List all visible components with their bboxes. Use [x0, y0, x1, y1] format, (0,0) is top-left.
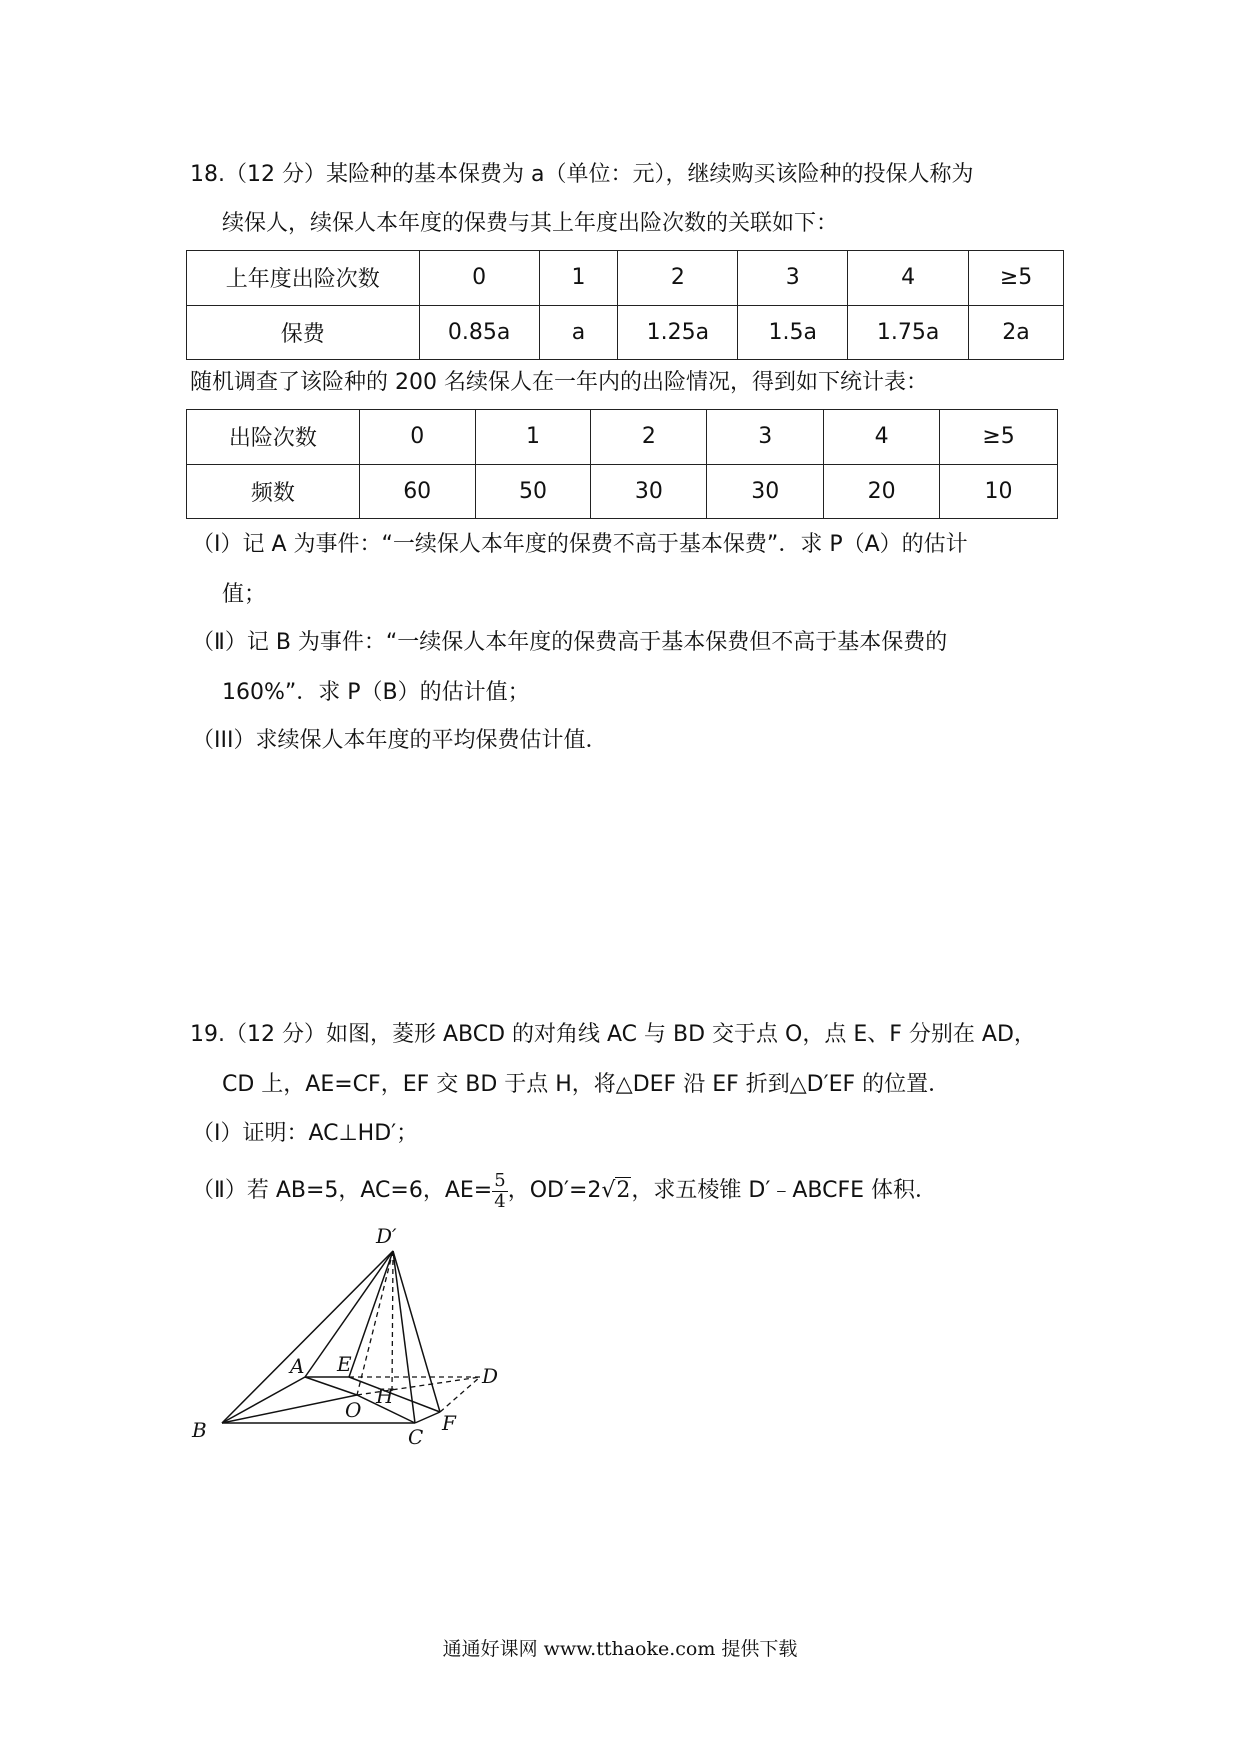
label-C: C [408, 1425, 424, 1449]
footer-text: 通通好课网 www.tthaoke.com 提供下载 [442, 1638, 798, 1660]
table-cell: a [539, 305, 618, 360]
table-cell: 50 [475, 464, 591, 519]
edge-Dprime-H-dashed [392, 1251, 393, 1393]
table-header-cell: 1 [475, 410, 591, 465]
q19-line1: 19.（12 分）如图，菱形 ABCD 的对角线 AC 与 BD 交于点 O，点 E、F 分别在 AD， [190, 1022, 1036, 1047]
label-B: B [192, 1418, 207, 1442]
table-header-cell: 0 [359, 410, 475, 465]
table-row [187, 251, 1064, 306]
table-row [187, 305, 1064, 360]
table-cell: 0.85a [419, 305, 539, 360]
table-header-cell: ≥5 [940, 410, 1058, 465]
edge-BA [222, 1377, 305, 1423]
table-header-cell: 出险次数 [187, 410, 360, 465]
table-cell: 60 [359, 464, 475, 519]
fraction-numerator: 5 [494, 1169, 506, 1191]
q18-line2: 续保人，续保人本年度的保费与其上年度出险次数的关联如下： [222, 211, 839, 236]
edge-CF [415, 1412, 440, 1423]
table-cell: 1.5a [738, 305, 848, 360]
q19-part2 [192, 1168, 937, 1214]
label-O: O [345, 1398, 362, 1422]
table-row [187, 410, 1058, 465]
table-header-cell: 1 [539, 251, 618, 306]
table-header-cell: ≥5 [969, 251, 1064, 306]
table-header-cell: 4 [824, 410, 940, 465]
q19-part1: （Ⅰ）证明：AC⊥HD′； [192, 1121, 419, 1146]
table-cell: 20 [824, 464, 940, 519]
q18-line1: 18.（12 分）某险种的基本保费为 a（单位：元），继续购买该险种的投保人称为 [190, 162, 974, 187]
table-header-cell: 4 [848, 251, 969, 306]
premium-table [186, 250, 1064, 360]
q19-part2-text-c: ，求五棱锥 D′﹣ABCFE 体积． [631, 1178, 938, 1203]
edge-Dprime-B [222, 1251, 393, 1423]
q19-line2: CD 上，AE=CF，EF 交 BD 于点 H，将△DEF 沿 EF 折到△D′EF 的位置． [222, 1072, 951, 1097]
edge-BO [222, 1395, 357, 1423]
q18-part2-line2: 160%”．求 P（B）的估计值； [222, 680, 530, 705]
fraction-denominator: 4 [494, 1190, 506, 1212]
table-cell: 2a [969, 305, 1064, 360]
label-E: E [337, 1352, 352, 1376]
label-H: H [376, 1384, 394, 1408]
label-A: A [290, 1354, 305, 1378]
q18-part1-line1: （I）记 A 为事件：“一续保人本年度的保费不高于基本保费”．求 P（A）的估计 [192, 532, 968, 557]
table-cell: 保费 [187, 305, 420, 360]
square-root: √2 [601, 1178, 631, 1203]
table-cell: 30 [591, 464, 707, 519]
table-header-cell: 3 [738, 251, 848, 306]
edge-AO [305, 1377, 357, 1395]
edge-Dprime-E [349, 1251, 393, 1377]
table-cell: 1.25a [618, 305, 738, 360]
table-cell: 频数 [187, 464, 360, 519]
pyramid-figure [180, 1225, 540, 1455]
table-header-cell: 0 [419, 251, 539, 306]
q19-part2-text-a: （Ⅱ）若 AB=5，AC=6，AE= [192, 1178, 493, 1203]
edge-FD-dashed [440, 1377, 480, 1412]
table-cell: 30 [707, 464, 824, 519]
label-Dprime: D′ [376, 1225, 397, 1248]
q18-part1-line2: 值； [222, 582, 267, 607]
table-header-cell: 2 [591, 410, 707, 465]
label-F: F [442, 1411, 456, 1435]
q18-part2-line1: （Ⅱ）记 B 为事件：“一续保人本年度的保费高于基本保费但不高于基本保费的 [192, 630, 948, 655]
table-cell: 10 [940, 464, 1058, 519]
q18-survey-text: 随机调查了该险种的 200 名续保人在一年内的出险情况，得到如下统计表： [190, 370, 928, 395]
table-header-cell: 上年度出险次数 [187, 251, 420, 306]
table-header-cell: 2 [618, 251, 738, 306]
frequency-table [186, 409, 1058, 519]
edge-Dprime-C [393, 1251, 415, 1423]
label-D: D [482, 1364, 499, 1388]
edge-EF [349, 1377, 440, 1412]
square-root-radicand: 2 [616, 1178, 631, 1203]
table-row [187, 464, 1058, 519]
fraction [492, 1171, 507, 1212]
q18-part3: （III）求续保人本年度的平均保费估计值． [192, 728, 608, 753]
q19-part2-text-b: ，OD′=2 [507, 1178, 602, 1203]
table-cell: 1.75a [848, 305, 969, 360]
table-header-cell: 3 [707, 410, 824, 465]
edge-Dprime-O-dashed [357, 1251, 393, 1395]
edge-Dprime-F [393, 1251, 440, 1412]
